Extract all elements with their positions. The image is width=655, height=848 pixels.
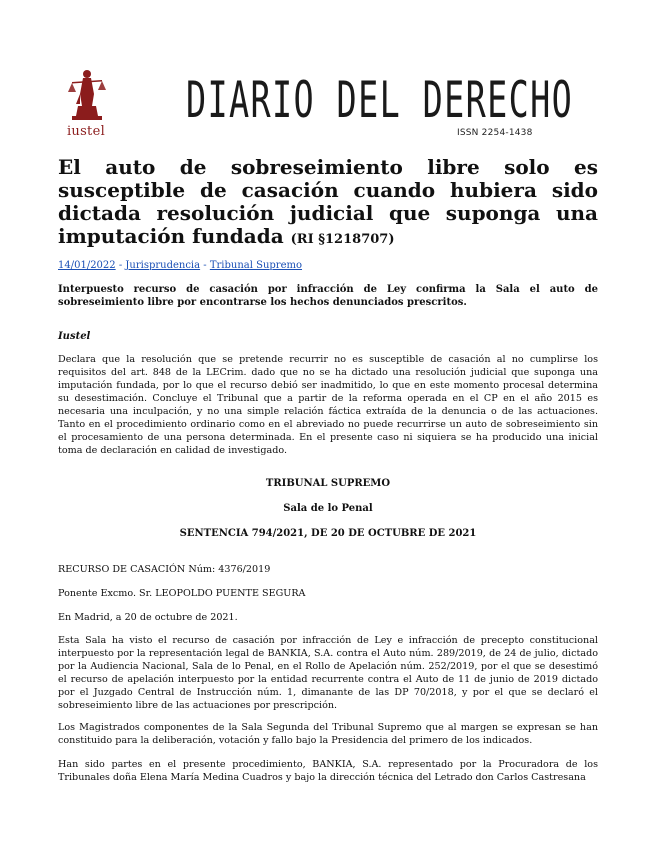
sentence-heading: SENTENCIA 794/2021, DE 20 DE OCTUBRE DE 2021 — [179, 528, 477, 539]
paragraph-2: Los Magistrados componentes de la Sala Segunda del Tribunal Supremo que al margen se expresan se han constituido para la deliberación, votación y fallo bajo la Presidencia del primero de los indicados. — [58, 722, 598, 746]
paragraph-1: Esta Sala ha visto el recurso de casación por infracción de Ley e infracción de precepto constitucional interpuesto por la representación legal de BANKIA, S.A. contra el Auto núm. 289/2019, de 24 de julio, dictado por la Audiencia Nacional, Sala de lo Penal, en el Rollo de Apelación núm. 252/2019, por el que se desestimó el recurso de apelación interpuesto por la entidad recurrente contra el Auto de 11 de junio de 2019 dictado por el Juzgado Central de Instrucción núm. 1, dimanante de las DP 70/2018, y por el que se declaró el sobreseimiento libre de las actuaciones por prescripción. — [58, 635, 598, 711]
justice-statue-icon — [58, 66, 114, 124]
iustel-logo[interactable] — [58, 66, 114, 142]
article-summary: Declara que la resolución que se pretende recurrir no es susceptible de casación al no cumplirse los requisitos del art. 848 de la LECrim. dado que no se ha dictado una resolución judicial que suponga una imputación fundada, por lo que el recurso debió ser inadmitido, lo que en este momento procesal determina su desestimación. Concluye el Tribunal que a partir de la reforma operada en el CP en el año 2015 es necesaria una inculpación, y no una simple relación fáctica extraída de la denuncia o de las actuaciones. Tanto en el procedimiento ordinario como en el abreviado no puede recurrirse un auto de sobreseimiento sin el procesamiento de una persona determinada. En el presente caso ni siquiera se ha producido una inicial toma de declaración en calidad de investigado. — [58, 354, 598, 456]
article-title — [58, 156, 598, 251]
court-heading: TRIBUNAL SUPREMO — [265, 478, 391, 489]
logo-text: iustel — [66, 124, 106, 139]
article-title-text: El auto de sobreseimiento libre solo es susceptible de casación cuando hubiera sido dictada resolución judicial que suponga una imputación fundada — [58, 155, 598, 248]
date-link[interactable]: 14/01/2022 — [58, 260, 116, 271]
ponente-line: Ponente Excmo. Sr. LEOPOLDO PUENTE SEGURA — [58, 588, 306, 599]
court-link[interactable]: Tribunal Supremo — [209, 260, 303, 271]
masthead-title: DIARIO DEL DERECHO — [186, 71, 574, 129]
article-source: Iustel — [58, 331, 91, 342]
place-date-line: En Madrid, a 20 de octubre de 2021. — [58, 612, 238, 623]
meta-separator: - — [115, 260, 126, 271]
issn-label: ISSN 2254-1438 — [457, 128, 533, 138]
meta-separator: - — [200, 260, 210, 271]
article-meta — [58, 260, 302, 271]
paragraph-3: Han sido partes en el presente procedimiento, BANKIA, S.A. representado por la Procuradora de los Tribunales doña Elena María Medina Cuadros y bajo la dirección técnica del Letrado don Carlos Castresana — [58, 759, 598, 783]
article-ref: (RI §1218707) — [290, 232, 395, 247]
recurso-line: RECURSO DE CASACIÓN Núm: 4376/2019 — [58, 564, 271, 575]
article-lead: Interpuesto recurso de casación por infracción de Ley confirma la Sala el auto de sobreseimiento libre por encontrarse los hechos denunciados prescritos. — [58, 284, 598, 308]
category-link[interactable]: Jurisprudencia — [125, 260, 201, 271]
chamber-heading: Sala de lo Penal — [283, 503, 373, 514]
